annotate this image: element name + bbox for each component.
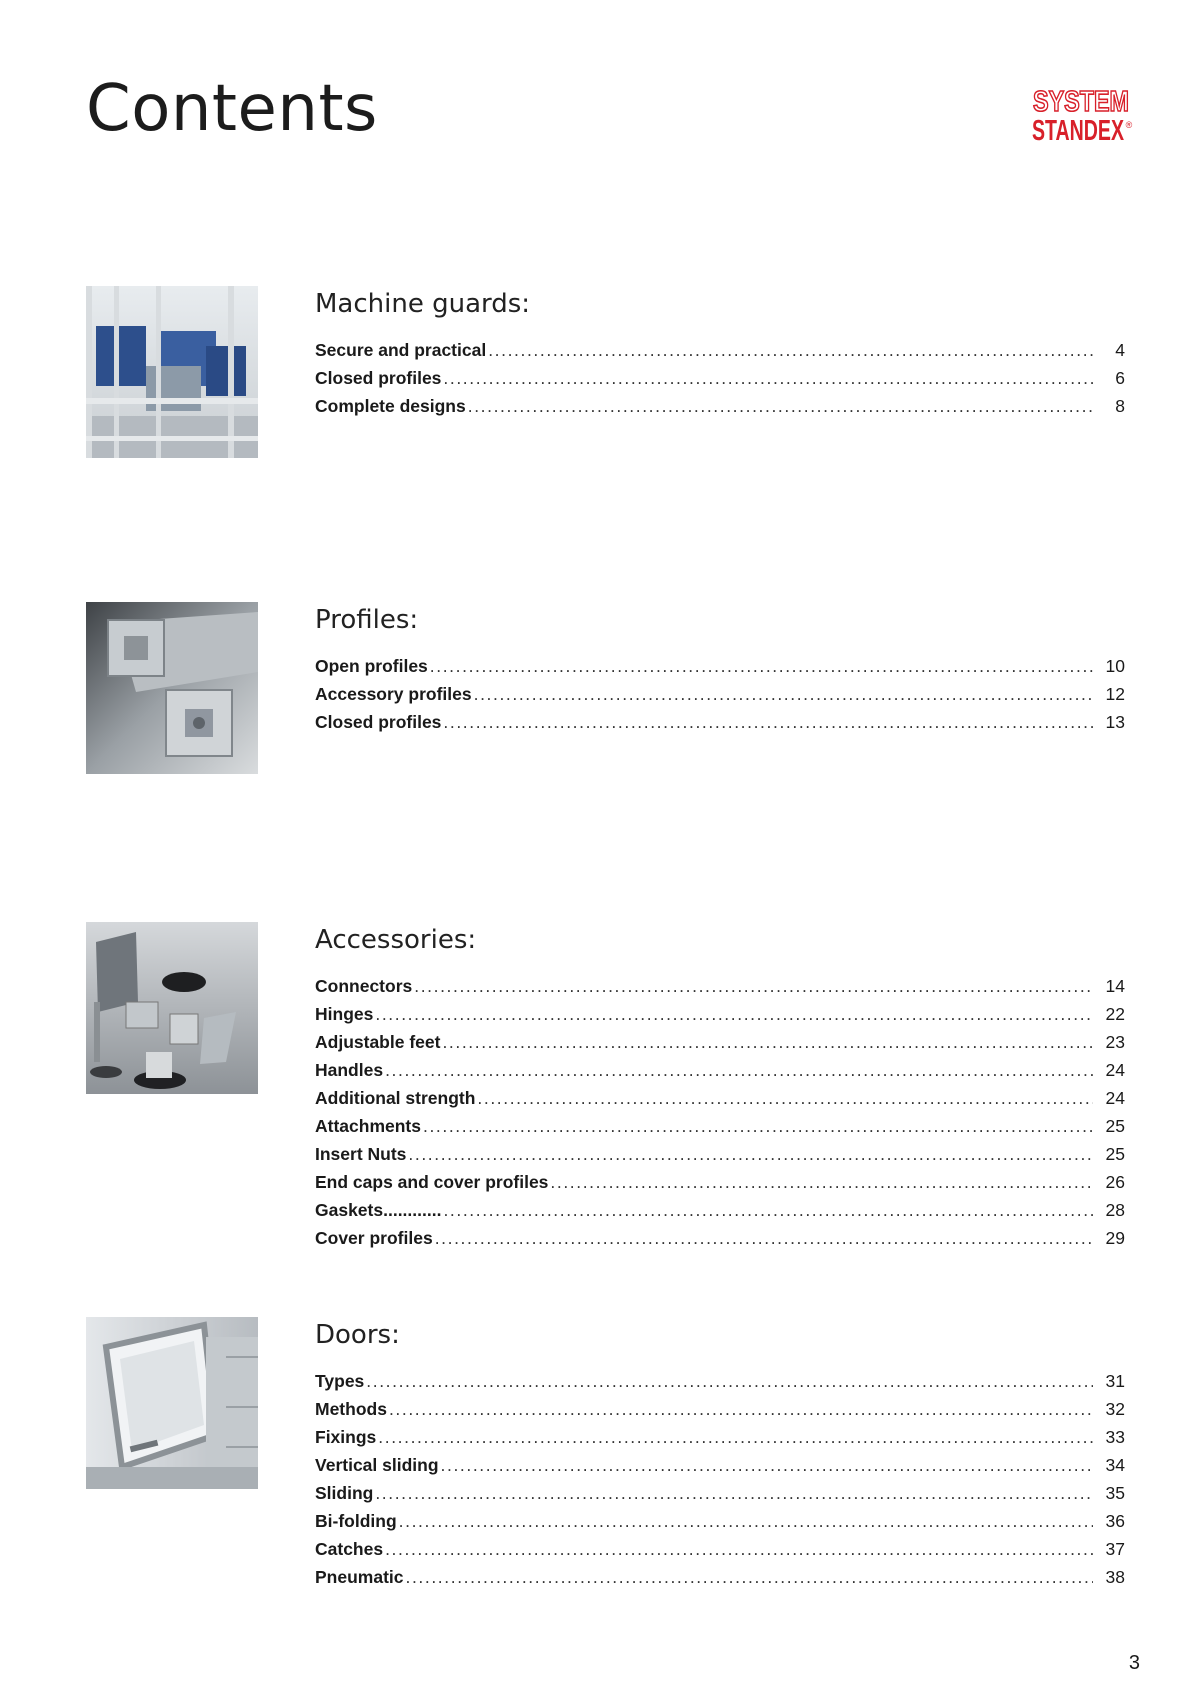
toc-entry[interactable] [315,1084,1125,1112]
toc-entry-label: Closed profiles [315,712,442,732]
toc-entry[interactable] [315,1563,1125,1591]
door-photo [86,1317,258,1489]
logo-line1: SYSTEM [1033,86,1129,118]
dot-leader [378,1423,1093,1451]
toc-entry[interactable] [315,708,1125,736]
dot-leader [443,364,1093,392]
toc-entry-label: Fixings [315,1427,377,1447]
toc-entry-page: 25 [1105,1144,1125,1164]
toc-entry[interactable] [315,680,1125,708]
toc-entry-label: Bi-folding [315,1511,397,1531]
toc-entry-label: Handles [315,1060,384,1080]
toc-entry[interactable] [315,1028,1125,1056]
dot-leader [366,1367,1093,1395]
toc-entry-label: Catches [315,1539,384,1559]
toc-entry-page: 35 [1105,1483,1125,1503]
dot-leader [477,1084,1093,1112]
toc-entry[interactable] [315,1196,1125,1224]
toc-entry-page: 6 [1115,368,1125,388]
toc-entry[interactable] [315,1507,1125,1535]
section-title: Profiles: [315,605,419,635]
toc-entry-page: 32 [1105,1399,1125,1419]
toc-entry-label: End caps and cover profiles [315,1172,549,1192]
toc-entry-label: Additional strength [315,1088,476,1108]
section-title: Doors: [315,1320,400,1350]
toc-entry[interactable] [315,1140,1125,1168]
toc-entry[interactable] [315,1168,1125,1196]
toc-list [315,972,1125,1252]
dot-leader [406,1563,1094,1591]
dot-leader [442,1028,1093,1056]
toc-entry-label: Attachments [315,1116,421,1136]
system-standex-logo [1028,84,1134,146]
toc-entry-page: 25 [1105,1116,1125,1136]
toc-entry[interactable] [315,1395,1125,1423]
toc-entry-page: 33 [1105,1427,1125,1447]
toc-entry[interactable] [315,1056,1125,1084]
toc-entry[interactable] [315,1000,1125,1028]
toc-entry-page: 37 [1105,1539,1125,1559]
machine-guard-photo [86,286,258,458]
dot-leader [474,680,1093,708]
dot-leader [408,1140,1093,1168]
toc-entry-label: Complete designs [315,396,466,416]
logo-line2: STANDEX [1032,115,1125,146]
toc-entry-page: 23 [1105,1032,1125,1052]
dot-leader [399,1507,1093,1535]
dot-leader [488,336,1093,364]
toc-entry[interactable] [315,364,1125,392]
toc-entry-label: Connectors [315,976,413,996]
toc-entry-page: 4 [1115,340,1125,360]
toc-entry[interactable] [315,1367,1125,1395]
toc-entry[interactable] [315,1112,1125,1140]
toc-entry[interactable] [315,1224,1125,1252]
toc-entry-page: 36 [1105,1511,1125,1531]
aluminium-profile-photo [86,602,258,774]
logo-registered-mark: ® [1125,120,1133,130]
dot-leader [375,1000,1093,1028]
toc-entry-label: Vertical sliding [315,1455,439,1475]
toc-entry-label: Types [315,1371,365,1391]
toc-entry-label: Open profiles [315,656,428,676]
section-title: Machine guards: [315,289,531,319]
toc-entry[interactable] [315,392,1125,420]
accessories-photo [86,922,258,1094]
page-title: Contents [86,72,378,146]
toc-entry-page: 22 [1105,1004,1125,1024]
section-title: Accessories: [315,925,477,955]
toc-entry-page: 24 [1105,1060,1125,1080]
dot-leader [385,1535,1093,1563]
toc-entry-label: Secure and practical [315,340,487,360]
toc-entry-page: 26 [1105,1172,1125,1192]
toc-entry-label: Pneumatic [315,1567,404,1587]
dot-leader [435,1224,1093,1252]
dot-leader [468,392,1093,420]
toc-entry[interactable] [315,652,1125,680]
dot-leader [375,1479,1093,1507]
toc-entry-page: 12 [1105,684,1125,704]
dot-leader [423,1112,1093,1140]
toc-entry-label: Cover profiles [315,1228,433,1248]
dot-leader [385,1056,1093,1084]
toc-entry-page: 34 [1105,1455,1125,1475]
toc-list [315,336,1125,420]
toc-entry-label: Closed profiles [315,368,442,388]
dot-leader [430,652,1093,680]
toc-entry[interactable] [315,1423,1125,1451]
dot-leader [389,1395,1093,1423]
dot-leader [441,1451,1093,1479]
toc-entry-label: Insert Nuts [315,1144,407,1164]
toc-entry-label: Hinges [315,1004,374,1024]
toc-entry-page: 8 [1115,396,1125,416]
toc-list [315,652,1125,736]
toc-list [315,1367,1125,1591]
toc-entry-page: 13 [1105,712,1125,732]
toc-entry-label: Accessory profiles [315,684,472,704]
toc-entry[interactable] [315,336,1125,364]
toc-entry-page: 31 [1105,1371,1125,1391]
toc-entry[interactable] [315,1451,1125,1479]
page-number: 3 [1128,1652,1140,1674]
dot-leader [443,708,1093,736]
toc-entry-page: 28 [1105,1200,1125,1220]
dot-leader [443,1196,1093,1224]
toc-entry-page: 38 [1105,1567,1125,1587]
toc-entry-page: 29 [1105,1228,1125,1248]
toc-entry-page: 24 [1105,1088,1125,1108]
toc-entry[interactable] [315,972,1125,1000]
dot-leader [550,1168,1093,1196]
dot-leader [414,972,1093,1000]
toc-entry-label: Sliding [315,1483,374,1503]
toc-entry-label: Gaskets............ [315,1200,442,1220]
toc-entry-label: Methods [315,1399,387,1419]
toc-entry[interactable] [315,1479,1125,1507]
toc-entry-page: 10 [1105,656,1125,676]
toc-entry[interactable] [315,1535,1125,1563]
toc-entry-page: 14 [1105,976,1125,996]
toc-entry-label: Adjustable feet [315,1032,441,1052]
